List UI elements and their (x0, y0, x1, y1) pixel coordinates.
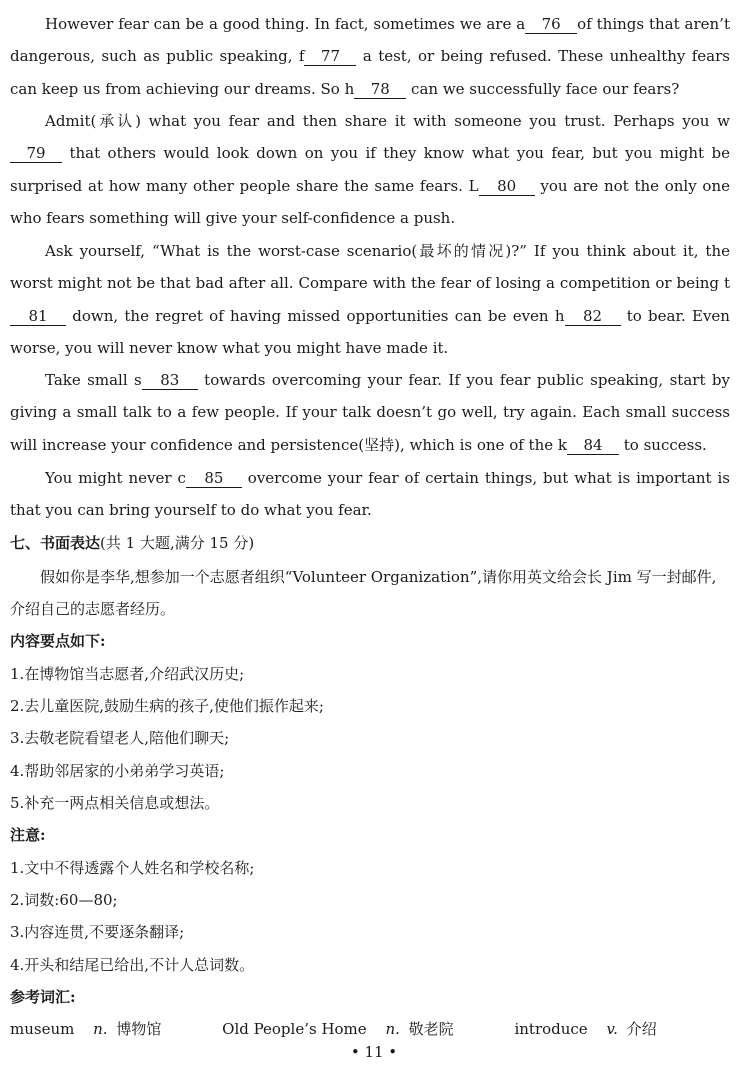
section-heading (10, 527, 730, 559)
section-note: (共 1 大题,满分 15 分) (100, 534, 255, 552)
blank-84: 84 (567, 436, 619, 455)
vocab-meaning-3: 介绍 (626, 1020, 657, 1038)
point-3: 3.去敬老院看望老人,陪他们聊天; (10, 729, 230, 747)
vocab-pos-1: n. (93, 1020, 108, 1038)
note-2: 2.词数:60—80; (10, 891, 118, 909)
note-3: 3.内容连贯,不要逐条翻译; (10, 923, 185, 941)
section-title: 七、书面表达 (10, 534, 101, 552)
blank-76: 76 (525, 15, 577, 34)
vocab-meaning-1: 博物馆 (116, 1020, 162, 1038)
note-4: 4.开头和结尾已给出,不计人总词数。 (10, 956, 255, 974)
blank-80: 80 (479, 177, 535, 196)
point-5: 5.补充一两点相关信息或想法。 (10, 794, 220, 812)
blank-77: 77 (304, 47, 356, 66)
page-number: • 11 • (350, 1043, 398, 1061)
blank-81: 81 (10, 307, 66, 326)
passage-paragraph-4: Take small s 83 towards overcoming your fear. If you fear public speaking, start by giving a small talk to a few people. If your talk doesn’t go well, try again. Each small success will increase your confidence and persistence(坚持), which is one of the k 84 to success. (10, 371, 730, 454)
passage-paragraph-5: You might never c 85 overcome your fear of certain things, but what is important is that you can bring yourself to do what you fear. (10, 469, 730, 520)
blank-83: 83 (142, 371, 198, 390)
passage-paragraph-1: However fear can be a good thing. In fact, sometimes we are a 76 of things that aren’t dangerous, such as public speaking, f 77 a test, or being refused. These unhealthy fears can keep us from achieving our dreams. So h 78 can we successfully face our fears? (10, 15, 730, 98)
point-4: 4.帮助邻居家的小弟弟学习英语; (10, 762, 225, 780)
point-1: 1.在博物馆当志愿者,介绍武汉历史; (10, 665, 245, 683)
vocab-meaning-2: 敬老院 (408, 1020, 454, 1038)
blank-79: 79 (10, 144, 62, 163)
passage-paragraph-2: Admit(承认) what you fear and then share it with someone you trust. Perhaps you w79 that others would look down on you if they know what you fear, but you might be surprised at how many other people share the same fears. L 80 you are not the only one who fears something will give your self-confidence a push. (10, 112, 731, 227)
points-label: 内容要点如下: (10, 632, 106, 650)
note-1: 1.文中不得透露个人姓名和学校名称; (10, 859, 255, 877)
vocab-pos-3: v. (606, 1020, 618, 1038)
vocab-list (10, 1014, 657, 1044)
blank-85: 85 (186, 469, 242, 488)
vocab-word-1: museum (10, 1020, 75, 1038)
vocab-pos-2: n. (385, 1020, 400, 1038)
notes-label: 注意: (10, 826, 46, 844)
vocab-label: 参考词汇: (10, 988, 76, 1006)
vocab-word-2: Old People’s Home (222, 1020, 367, 1038)
vocab-word-3: introduce (514, 1020, 588, 1038)
writing-prompt: 假如你是李华,想参加一个志愿者组织“Volunteer Organization”,请你用英文给会长 Jim 写一封邮件,介绍自己的志愿者经历。 (10, 568, 717, 619)
blank-82: 82 (565, 307, 621, 326)
point-2: 2.去儿童医院,鼓励生病的孩子,使他们振作起来; (10, 697, 324, 715)
passage-paragraph-3: Ask yourself, “What is the worst-case scenario(最坏的情况)?” If you think about it, the worst might not be that bad after all. Compare with the fear of losing a competition or being t81 down, the regret of having missed opportunities can be even h 82 to bear. Even worse, you will never know what you might have made it. (10, 242, 730, 357)
blank-78: 78 (354, 80, 406, 99)
